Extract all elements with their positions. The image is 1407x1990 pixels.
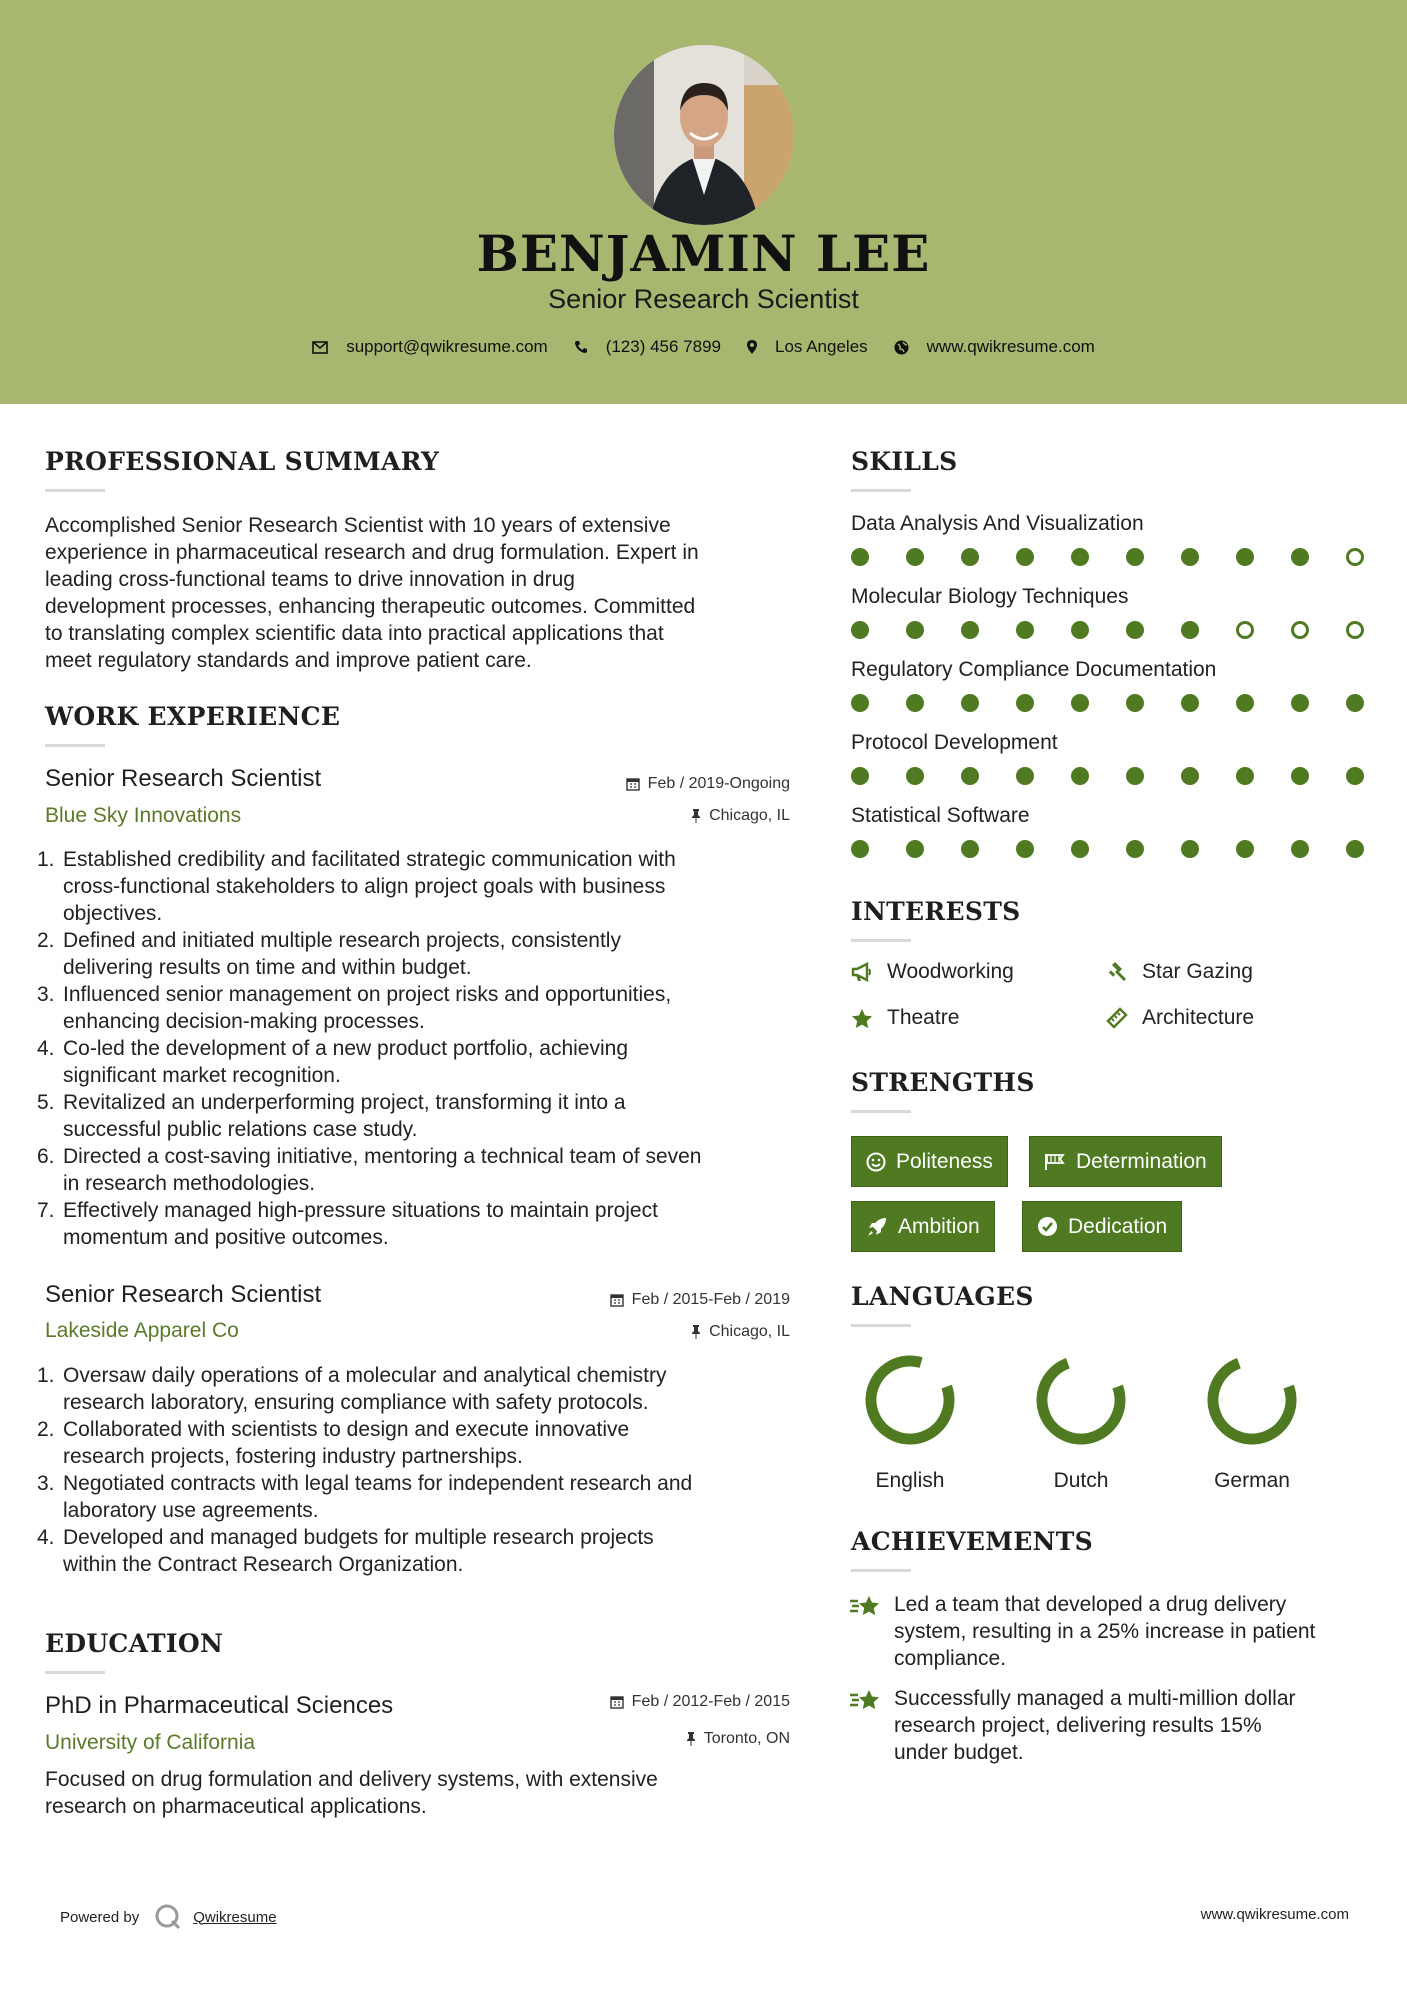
language-item <box>855 1350 965 1493</box>
summary-line: Accomplished Senior Research Scientist with 10 years of extensive <box>45 514 671 537</box>
interest-star-gazing <box>1106 960 1253 984</box>
interests-rule <box>851 939 911 942</box>
rating-dot-filled <box>1126 767 1144 785</box>
job-company: Blue Sky Innovations <box>45 804 242 827</box>
rating-dot-filled <box>851 621 869 639</box>
rating-dot-filled <box>1071 621 1089 639</box>
star-icon <box>851 1008 873 1029</box>
rating-dot-filled <box>1181 767 1199 785</box>
rating-dot-filled <box>961 694 979 712</box>
interest-label: Theatre <box>887 1006 960 1029</box>
calendar-icon <box>610 1695 624 1709</box>
language-item <box>1026 1350 1136 1493</box>
achievement-text: Successfully managed a multi-million dollar research project, delivering results 15% under budget. <box>894 1687 1296 1764</box>
languages-rule <box>851 1324 911 1327</box>
rating-dot-filled <box>1236 840 1254 858</box>
rating-dot-filled <box>1126 621 1144 639</box>
contact-phone-text: (123) 456 7899 <box>605 337 722 356</box>
experience-rule <box>45 744 105 747</box>
rating-dot-filled <box>851 548 869 566</box>
language-ring <box>860 1350 960 1450</box>
language-ring <box>1202 1350 1302 1450</box>
rating-dot-filled <box>1071 548 1089 566</box>
education-description: Focused on drug formulation and delivery systems, with extensive research on pharmaceutical applications. <box>45 1768 658 1818</box>
rating-dot-filled <box>1126 548 1144 566</box>
resume-header <box>0 0 1407 404</box>
strength-label: Ambition <box>898 1214 980 1238</box>
rating-dot-filled <box>1071 694 1089 712</box>
job-dates-text: Feb / 2019-Ongoing <box>647 775 790 792</box>
rating-dot-filled <box>1181 548 1199 566</box>
rating-dot-empty <box>1236 621 1254 639</box>
ruler-icon <box>1106 1007 1128 1029</box>
rating-dot-filled <box>1346 694 1364 712</box>
summary-line: experience in pharmaceutical research and drug formulation. Expert in <box>45 541 699 564</box>
interest-theatre <box>851 1006 959 1030</box>
language-level-arc <box>860 1350 960 1450</box>
skill-rating <box>851 621 1364 639</box>
skills-heading: SKILLS <box>851 447 958 476</box>
calendar-icon <box>610 1293 624 1307</box>
language-item <box>1197 1350 1307 1493</box>
list-item: 5. Revitalized an underperforming project, transforming it into a successful public relations case study. <box>37 1091 626 1141</box>
skills-rule <box>851 489 911 492</box>
rating-dot-filled <box>1181 694 1199 712</box>
rocket-icon <box>866 1216 888 1238</box>
rating-dot-filled <box>961 840 979 858</box>
contact-bar <box>0 337 1407 357</box>
education-school: University of California <box>45 1731 256 1754</box>
candidate-title: Senior Research Scientist <box>548 284 859 314</box>
rating-dot-filled <box>1016 767 1034 785</box>
rating-dot-filled <box>1181 840 1199 858</box>
achievement-item <box>848 1685 1378 1766</box>
job-title: Senior Research Scientist <box>45 765 322 792</box>
rating-dot-filled <box>1126 840 1144 858</box>
footer-website[interactable]: www.qwikresume.com <box>1200 1906 1349 1923</box>
list-item: 4. Co-led the development of a new product portfolio, achieving significant market recognition. <box>37 1037 629 1087</box>
check-circle-icon <box>1037 1216 1058 1237</box>
rating-dot-filled <box>1016 621 1034 639</box>
list-item: 7. Effectively managed high-pressure situations to maintain project momentum and positive outcomes. <box>37 1199 658 1249</box>
language-ring <box>1031 1350 1131 1450</box>
rating-dot-filled <box>1236 767 1254 785</box>
list-item: 2. Defined and initiated multiple research projects, consistently delivering results on time and within budget. <box>37 929 621 979</box>
rating-dot-filled <box>1291 767 1309 785</box>
rating-dot-filled <box>1016 840 1034 858</box>
strength-dedication <box>1022 1201 1182 1252</box>
skill-name: Statistical Software <box>851 804 1030 827</box>
strengths-heading: STRENGTHS <box>851 1068 1035 1097</box>
gavel-icon <box>1106 961 1128 983</box>
list-item: 1. Oversaw daily operations of a molecular and analytical chemistry research laboratory, ensuring compliance with safety protocols. <box>37 1364 667 1414</box>
job-company: Lakeside Apparel Co <box>45 1319 239 1342</box>
education-location-text: Toronto, ON <box>703 1730 790 1747</box>
contact-email-text: support@qwikresume.com <box>346 337 548 356</box>
candidate-name: BENJAMIN LEE <box>476 224 931 283</box>
envelope-icon <box>312 341 328 354</box>
rating-dot-filled <box>1236 694 1254 712</box>
strength-label: Dedication <box>1068 1214 1168 1238</box>
education-location <box>520 1730 790 1748</box>
strengths-rule <box>851 1110 911 1113</box>
rating-dot-filled <box>851 694 869 712</box>
language-level-arc <box>1202 1350 1302 1450</box>
language-level-arc <box>1031 1350 1131 1450</box>
list-item: 2. Collaborated with scientists to design and execute innovative research projects, fostering industry partnerships. <box>37 1418 630 1468</box>
job-dates <box>520 775 790 793</box>
education-rule <box>45 1671 105 1674</box>
flag-icon <box>1044 1153 1066 1171</box>
profile-photo <box>614 45 794 225</box>
interest-woodworking <box>851 960 1014 984</box>
interests-heading: INTERESTS <box>851 897 1021 926</box>
education-heading: EDUCATION <box>45 1629 224 1658</box>
education-degree: PhD in Pharmaceutical Sciences <box>45 1692 394 1719</box>
languages-heading: LANGUAGES <box>851 1282 1034 1311</box>
achievement-text: Led a team that developed a drug delivery system, resulting in a 25% increase in patient compliance. <box>894 1593 1316 1670</box>
contact-location-text: Los Angeles <box>775 337 868 356</box>
rating-dot-filled <box>906 694 924 712</box>
contact-email[interactable] <box>312 337 548 357</box>
pin-icon <box>691 1325 701 1339</box>
skill-rating <box>851 767 1364 785</box>
rating-dot-filled <box>1346 767 1364 785</box>
pin-icon <box>691 809 701 823</box>
map-marker-icon <box>747 340 757 354</box>
rating-dot-filled <box>1016 548 1034 566</box>
star-burst-icon <box>848 1687 884 1715</box>
star-burst-icon <box>848 1593 884 1621</box>
skill-name: Data Analysis And Visualization <box>851 512 1144 535</box>
calendar-icon <box>626 777 640 791</box>
rating-dot-filled <box>1126 694 1144 712</box>
rating-dot-filled <box>1236 548 1254 566</box>
contact-location <box>747 337 868 357</box>
job-location <box>520 1323 790 1341</box>
rating-dot-filled <box>961 548 979 566</box>
rating-dot-filled <box>1016 694 1034 712</box>
summary-text <box>45 512 795 674</box>
rating-dot-filled <box>961 767 979 785</box>
job-location-text: Chicago, IL <box>709 1323 790 1340</box>
interest-label: Woodworking <box>887 960 1014 983</box>
rating-dot-filled <box>1291 548 1309 566</box>
summary-line: to translating complex scientific data into practical applications that <box>45 622 664 645</box>
rating-dot-empty <box>1346 548 1364 566</box>
language-label: German <box>1214 1469 1290 1492</box>
strength-ambition <box>851 1201 995 1252</box>
phone-icon <box>574 340 588 354</box>
strength-determination <box>1029 1136 1222 1187</box>
powered-by-text: Powered by <box>60 1908 140 1926</box>
qwikresume-link[interactable]: Qwikresume <box>193 1908 277 1926</box>
rating-dot-filled <box>1071 767 1089 785</box>
strength-politeness <box>851 1136 1008 1187</box>
rating-dot-filled <box>1181 621 1199 639</box>
skill-rating <box>851 840 1364 858</box>
rating-dot-filled <box>961 621 979 639</box>
rating-dot-filled <box>906 548 924 566</box>
rating-dot-filled <box>906 767 924 785</box>
skill-name: Protocol Development <box>851 731 1058 754</box>
rating-dot-empty <box>1346 621 1364 639</box>
contact-website[interactable] <box>894 337 1095 357</box>
rating-dot-filled <box>906 840 924 858</box>
rating-dot-empty <box>1291 621 1309 639</box>
interest-label: Star Gazing <box>1142 960 1253 983</box>
list-item: 6. Directed a cost-saving initiative, mentoring a technical team of seven in research methodologies. <box>37 1145 702 1195</box>
rating-dot-filled <box>851 767 869 785</box>
footer-powered-by <box>60 1902 277 1932</box>
job-title: Senior Research Scientist <box>45 1281 322 1308</box>
achievements-rule <box>851 1569 911 1572</box>
summary-rule <box>45 489 105 492</box>
profile-photo-image <box>614 45 794 225</box>
megaphone-icon <box>851 962 873 982</box>
rating-dot-filled <box>1071 840 1089 858</box>
summary-line: meet regulatory standards and improve patient care. <box>45 649 532 672</box>
contact-phone[interactable] <box>574 337 721 357</box>
job-location-text: Chicago, IL <box>709 807 790 824</box>
summary-heading: PROFESSIONAL SUMMARY <box>45 447 440 476</box>
rating-dot-filled <box>1346 840 1364 858</box>
summary-line: leading cross-functional teams to drive innovation in drug <box>45 568 575 591</box>
interest-label: Architecture <box>1142 1006 1255 1029</box>
list-item: 4. Developed and managed budgets for multiple research projects within the Contract Research Organization. <box>37 1526 654 1576</box>
rating-dot-filled <box>1291 694 1309 712</box>
rating-dot-filled <box>851 840 869 858</box>
skill-name: Regulatory Compliance Documentation <box>851 658 1217 681</box>
language-label: English <box>875 1469 945 1492</box>
job-location <box>520 807 790 825</box>
experience-heading: WORK EXPERIENCE <box>45 702 341 731</box>
globe-icon <box>894 340 909 355</box>
achievements-heading: ACHIEVEMENTS <box>851 1527 1093 1556</box>
skill-name: Molecular Biology Techniques <box>851 585 1129 608</box>
list-item: 3. Influenced senior management on project risks and opportunities, enhancing decision-making processes. <box>37 983 672 1033</box>
skill-rating <box>851 694 1364 712</box>
education-dates <box>520 1693 790 1711</box>
job-dates-text: Feb / 2015-Feb / 2019 <box>631 1291 790 1308</box>
contact-website-text: www.qwikresume.com <box>926 337 1095 356</box>
education-dates-text: Feb / 2012-Feb / 2015 <box>631 1693 790 1710</box>
strength-label: Determination <box>1076 1149 1207 1173</box>
summary-line: development processes, enhancing therapeutic outcomes. Committed <box>45 595 696 618</box>
qwikresume-logo-icon <box>153 1902 183 1932</box>
pin-icon <box>686 1732 696 1746</box>
job-bullets <box>37 846 805 1251</box>
rating-dot-filled <box>1291 840 1309 858</box>
interest-architecture <box>1106 1006 1254 1030</box>
job-bullets <box>37 1362 805 1578</box>
rating-dot-filled <box>906 621 924 639</box>
strength-label: Politeness <box>896 1149 993 1173</box>
list-item: 1. Established credibility and facilitated strategic communication with cross-functional stakeholders to align project goals with business objectives. <box>37 848 676 925</box>
job-dates <box>520 1291 790 1309</box>
list-item: 3. Negotiated contracts with legal teams for independent research and laboratory use agreements. <box>37 1472 693 1522</box>
achievement-item <box>848 1591 1378 1672</box>
smile-icon <box>866 1152 886 1172</box>
language-label: Dutch <box>1053 1469 1109 1492</box>
skill-rating <box>851 548 1364 566</box>
